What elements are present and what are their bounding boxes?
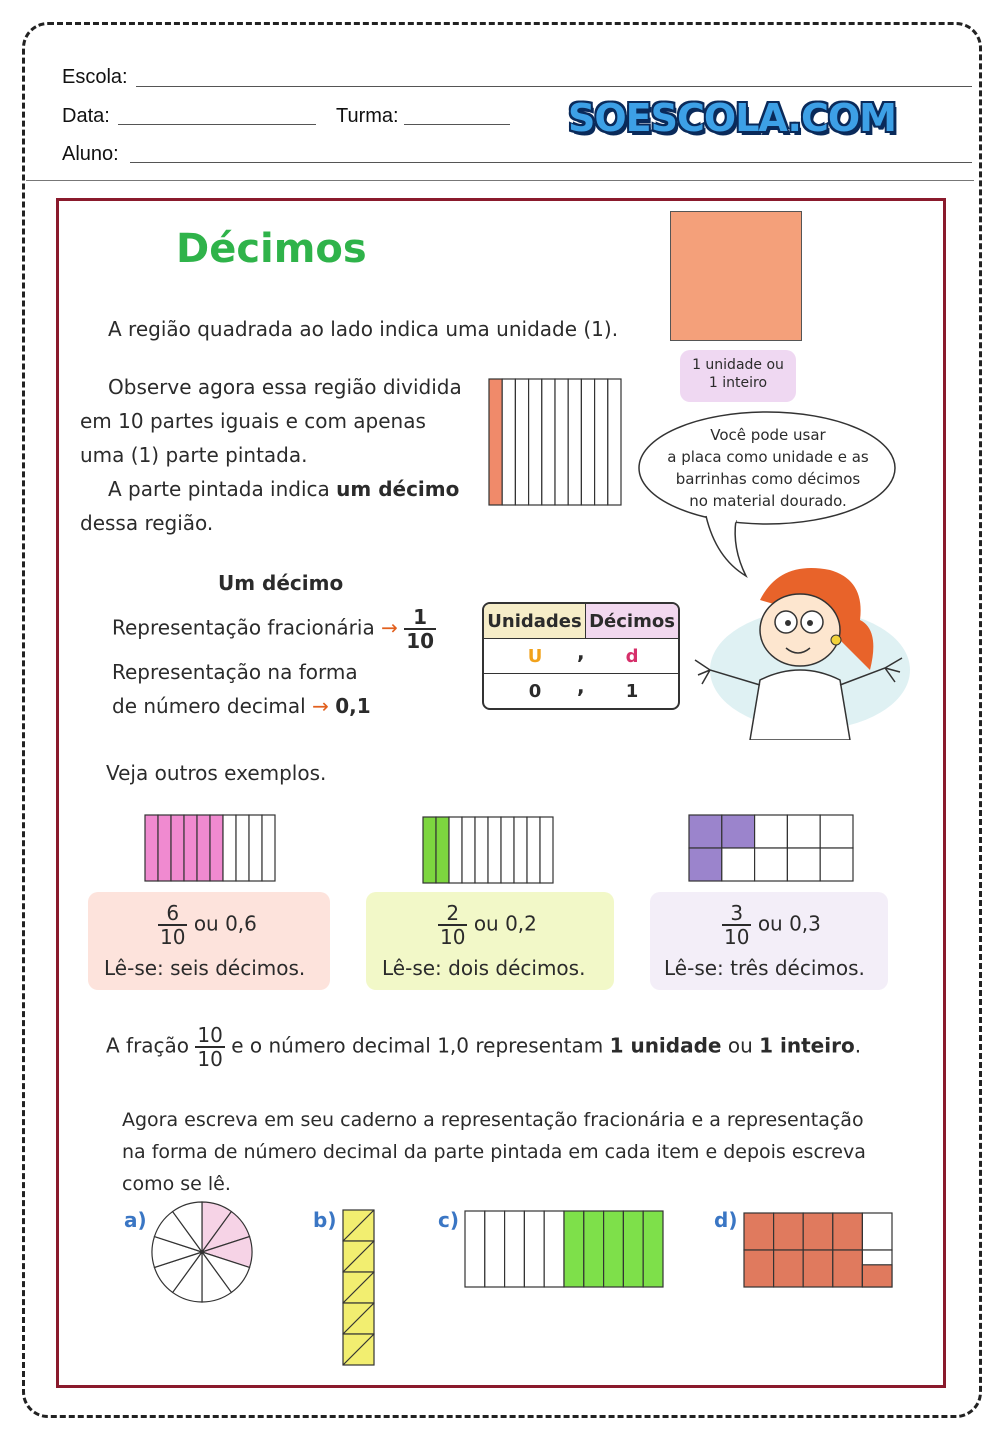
- observe-line-3: uma (1) parte pintada.: [80, 443, 308, 467]
- exercise-line-1: Agora escreva em seu caderno a representação fracionária e a representação: [122, 1109, 864, 1131]
- examples-heading: Veja outros exemplos.: [106, 761, 327, 785]
- tenth-bar-part: [515, 379, 528, 505]
- exercise-d-grid: [743, 1212, 893, 1288]
- comma-row-2: ,: [577, 674, 585, 698]
- example-six-part: [145, 815, 158, 881]
- speech-line-2: a placa como unidade e as: [667, 448, 869, 466]
- speech-line-4: no material dourado.: [689, 492, 847, 510]
- exercise-line-3: como se lê.: [122, 1173, 231, 1195]
- school-label: Escola:: [62, 66, 128, 88]
- exercise-label-a: a): [124, 1208, 147, 1232]
- example-three-num: 3: [722, 902, 751, 926]
- example-six-fraction: [158, 902, 257, 948]
- example-two-part: [540, 817, 553, 883]
- example-card-three: [650, 892, 888, 990]
- example-six-read: Lê-se: seis décimos.: [104, 956, 306, 980]
- exercise-c-part: [465, 1211, 485, 1287]
- example-three-read: Lê-se: três décimos.: [664, 956, 865, 980]
- decimal-label: de número decimal: [112, 694, 306, 718]
- site-logo: SOESCOLA.COM: [568, 96, 896, 140]
- statement-bold-unit: 1 unidade: [609, 1033, 722, 1058]
- exercise-d-cell: [803, 1213, 833, 1250]
- symbol-units: U: [484, 639, 586, 674]
- exercise-c-part: [544, 1211, 564, 1287]
- example-three-cell: [689, 848, 722, 881]
- painted-bold: um décimo: [336, 477, 460, 501]
- exercise-d-partial-cell: [862, 1265, 892, 1287]
- class-field[interactable]: [404, 124, 510, 125]
- value-tenths: 1: [625, 680, 639, 702]
- fraction-denominator: 10: [406, 629, 435, 653]
- example-two-part: [488, 817, 501, 883]
- exercise-c-part: [584, 1211, 604, 1287]
- exercise-label-c: c): [438, 1208, 459, 1232]
- example-three-cell: [820, 848, 853, 881]
- exercise-c-part: [564, 1211, 584, 1287]
- exercise-c-bar: [464, 1210, 664, 1288]
- teacher-illustration: [690, 560, 910, 740]
- example-card-six: [88, 892, 330, 990]
- example-six-num: 6: [158, 902, 187, 926]
- example-three-fraction: [722, 902, 821, 948]
- decimal-value: 0,1: [335, 694, 371, 718]
- tenth-bar-part: [502, 379, 515, 505]
- example-six-part: [249, 815, 262, 881]
- example-six-frac: [158, 902, 187, 948]
- exercise-c-part: [524, 1211, 544, 1287]
- tenth-bar-part: [489, 379, 502, 505]
- statement: [106, 1024, 861, 1070]
- exercise-label-d: d): [714, 1208, 738, 1232]
- example-bar-two: [422, 816, 554, 884]
- example-six-part: [236, 815, 249, 881]
- example-three-decimal: ou 0,3: [757, 911, 821, 936]
- tenth-bar-part: [555, 379, 568, 505]
- date-field[interactable]: [118, 124, 316, 125]
- example-card-two: [366, 892, 614, 990]
- speech-line-1: Você pode usar: [710, 426, 826, 444]
- example-three-cell: [755, 815, 788, 848]
- example-three-cell: [787, 815, 820, 848]
- exercise-c-part: [604, 1211, 624, 1287]
- example-two-read: Lê-se: dois décimos.: [382, 956, 586, 980]
- example-six-part: [223, 815, 236, 881]
- example-six-decimal: ou 0,6: [193, 911, 257, 936]
- exercise-c-part: [643, 1211, 663, 1287]
- exercise-c-part: [505, 1211, 525, 1287]
- example-six-den: 10: [160, 925, 186, 949]
- example-three-cell: [722, 815, 755, 848]
- one-tenth-heading: Um décimo: [218, 571, 344, 595]
- fraction-numerator: 1: [404, 606, 436, 630]
- exercise-d-cell: [833, 1213, 863, 1250]
- example-three-cell: [820, 815, 853, 848]
- tenth-bar: [488, 378, 622, 506]
- page-title: Décimos: [176, 226, 367, 272]
- header-tenths: Décimos: [586, 604, 678, 639]
- example-two-part: [462, 817, 475, 883]
- student-label: Aluno:: [62, 143, 119, 165]
- exercise-a-pie: [150, 1200, 254, 1304]
- statement-frac: [195, 1024, 224, 1070]
- exercise-d-cell: [862, 1213, 892, 1250]
- exercise-label-b: b): [313, 1208, 337, 1232]
- example-six-part: [210, 815, 223, 881]
- statement-den: 10: [197, 1047, 223, 1071]
- observe-line-1: Observe agora essa região dividida: [108, 375, 462, 399]
- example-two-part: [423, 817, 436, 883]
- speech-line-3: barrinhas como décimos: [675, 470, 861, 488]
- exercise-d-cell: [774, 1250, 804, 1287]
- value-units: 0: [528, 680, 542, 702]
- symbol-tenths: d: [586, 639, 678, 674]
- example-two-part: [514, 817, 527, 883]
- example-three-cell: [689, 815, 722, 848]
- header-units: Unidades: [484, 604, 586, 639]
- example-three-cell: [787, 848, 820, 881]
- decimal-label-line-1: Representação na forma: [112, 660, 358, 684]
- exercise-d-cell: [833, 1250, 863, 1287]
- statement-mid: e o número decimal 1,0 representam: [231, 1033, 604, 1058]
- example-two-fraction: [438, 902, 537, 948]
- statement-pre: A fração: [106, 1033, 190, 1058]
- speech-text: [650, 424, 886, 512]
- arrow-icon: →: [381, 615, 398, 640]
- painted-line: [108, 472, 459, 506]
- exercise-d-cell: [774, 1213, 804, 1250]
- painted-line-end: dessa região.: [80, 511, 214, 535]
- header-divider: [26, 180, 974, 181]
- fraction-representation: [112, 606, 436, 652]
- fraction-label: Representação fracionária: [112, 615, 375, 640]
- example-two-part: [475, 817, 488, 883]
- exercise-line-2: na forma de número decimal da parte pintada em cada item e depois escreva: [122, 1141, 866, 1163]
- example-two-decimal: ou 0,2: [473, 911, 537, 936]
- tenth-bar-part: [595, 379, 608, 505]
- date-label: Data:: [62, 105, 110, 127]
- example-grid-three: [688, 814, 854, 882]
- example-two-part: [436, 817, 449, 883]
- example-two-part: [449, 817, 462, 883]
- observe-line-2: em 10 partes iguais e com apenas: [80, 409, 426, 433]
- example-bar-six: [144, 814, 276, 882]
- unit-caption: [680, 350, 796, 402]
- exercise-d-cell: [803, 1250, 833, 1287]
- unit-square: [670, 211, 802, 341]
- example-two-part: [501, 817, 514, 883]
- example-six-part: [158, 815, 171, 881]
- example-two-num: 2: [438, 902, 467, 926]
- exercise-d-cell: [744, 1213, 774, 1250]
- statement-bold-whole: 1 inteiro: [759, 1033, 855, 1058]
- example-three-den: 10: [724, 925, 750, 949]
- example-two-part: [527, 817, 540, 883]
- example-two-frac: [438, 902, 467, 948]
- statement-num: 10: [197, 1023, 223, 1047]
- painted-text: A parte pintada indica: [108, 477, 337, 501]
- example-three-cell: [722, 848, 755, 881]
- exercise-c-part: [485, 1211, 505, 1287]
- unit-caption-line-1: 1 unidade ou: [692, 357, 784, 373]
- example-six-part: [262, 815, 275, 881]
- school-field[interactable]: [136, 86, 972, 87]
- tenth-bar-part: [581, 379, 594, 505]
- tenth-bar-part: [568, 379, 581, 505]
- example-six-part: [184, 815, 197, 881]
- exercise-c-part: [623, 1211, 643, 1287]
- exercise-instructions: [122, 1104, 902, 1200]
- arrow-icon-2: →: [312, 694, 329, 718]
- intro-text: A região quadrada ao lado indica uma unidade (1).: [108, 317, 619, 341]
- class-label: Turma:: [336, 105, 399, 127]
- fraction-one-tenth: [404, 606, 436, 652]
- exercise-d-cell: [744, 1250, 774, 1287]
- tenth-bar-part: [542, 379, 555, 505]
- example-three-cell: [755, 848, 788, 881]
- tenth-bar-part: [608, 379, 621, 505]
- exercise-b-strip: [340, 1208, 378, 1368]
- example-six-part: [171, 815, 184, 881]
- statement-end: .: [854, 1033, 862, 1058]
- example-two-den: 10: [440, 925, 466, 949]
- statement-or: ou: [727, 1033, 753, 1058]
- unit-caption-line-2: 1 inteiro: [708, 375, 768, 391]
- example-three-frac: [722, 902, 751, 948]
- example-six-part: [197, 815, 210, 881]
- tenth-bar-part: [529, 379, 542, 505]
- student-field[interactable]: [130, 162, 972, 163]
- decimal-representation: [112, 689, 371, 723]
- comma-row-1: ,: [577, 640, 585, 664]
